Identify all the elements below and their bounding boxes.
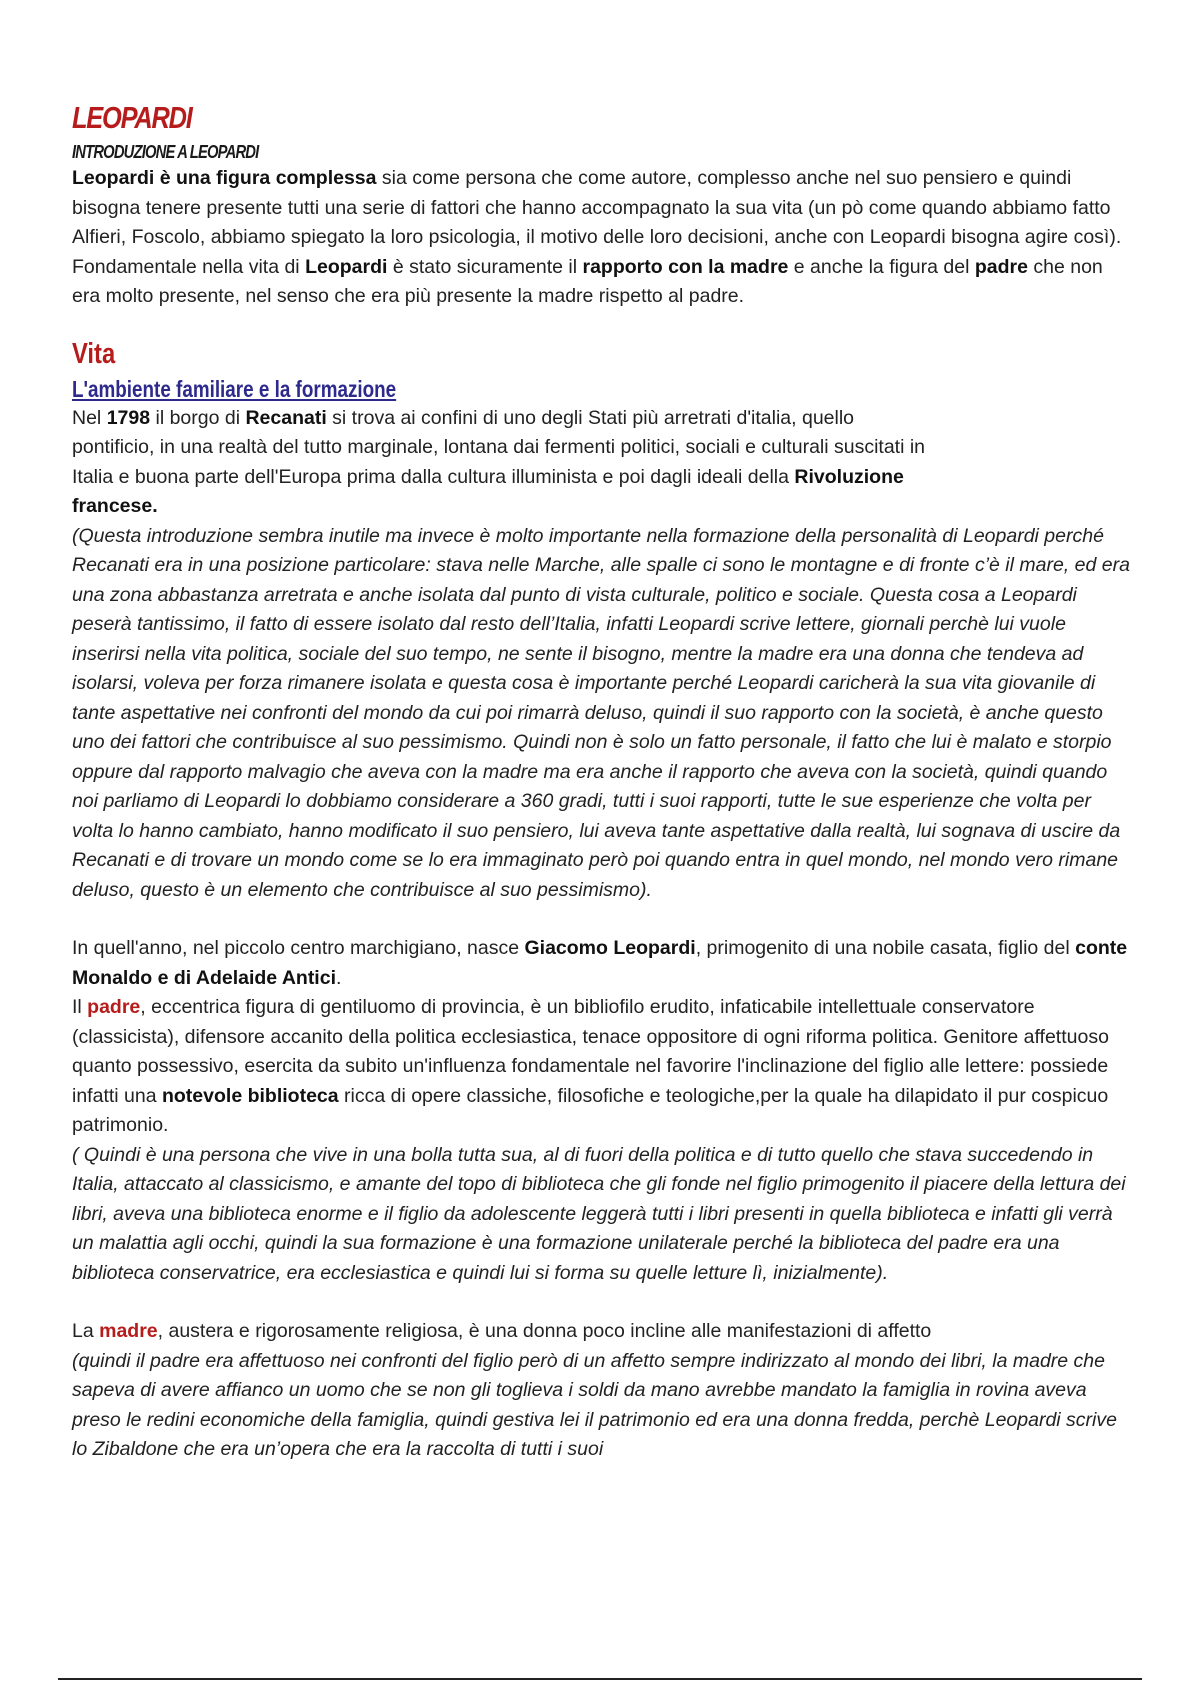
p1-bold-year: 1798 — [106, 406, 151, 429]
intro-bold-3: rapporto con la madre — [582, 255, 789, 278]
note-recanati: (Questa introduzione sembra inutile ma invece è molto importante nella formazione della personalità di Leopardi perché Recanati era in una posizione particolare: stava nelle Marche, alle spalle ci sono le montagne e di fronte c’è il mare, ed era una zona abbastanza arretrata e anche isolata dal punto di vista culturale, politico e sociale. Questa cosa a Leopardi peserà tantissimo, il fatto di essere isolato dal resto dell’Italia, infatti Leopardi scrive lettere, giornali perchè lui vuole inserirsi nella vita politica, sociale del suo tempo, ne sente il bisogno, mentre la madre era una donna che tendeva ad isolarsi, voleva per forza rimanere isolata e questa cosa è importante perché Leopardi caricherà la sua vita giovanile di tante aspettative nei confronti del mondo da cui poi rimarrà deluso, quindi il suo rapporto con la società, è anche questo uno dei fattori che contribuisce al suo pessimismo. Quindi non è solo un fatto personale, il fatto che lui è malato e storpio oppure dal rapporto malvagio che aveva con la madre ma era anche il rapporto che aveva con la società, quindi quando noi parliamo di Leopardi lo dobbiamo considerare a 360 gradi, tutti i suoi rapporti, tutte le sue esperienze che volta per volta lo hanno cambiato, hanno modificato il suo pensiero, lui aveva tante aspettative dalla realtà, lui sognava di uscire da Recanati e di trovare un mondo come se lo era immaginato però poi quando entra in quel mondo, nel mondo vero rimane deluso, questo è un elemento che contribuisce al suo pessimismo). — [72, 524, 1130, 901]
document-subtitle: INTRODUZIONE A LEOPARDI — [72, 142, 259, 162]
note-mother: (quindi il padre era affettuoso nei confronti del figlio però di un affetto sempre indirizzato al mondo dei libri, la madre che sapeva di avere affianco un uomo che se non gli toglieva i soldi da mano avrebbe mandato la famiglia in rovina aveva preso le redini economiche della famiglia, quindi gestiva lei il patrimonio ed era una donna fredda, perchè Leopardi scrive lo Zibaldone che era un’opera che era la raccolta di tutti i suoi — [72, 1349, 1117, 1460]
p2-text-1: In quell'anno, nel piccolo centro marchigiano, nasce — [72, 937, 525, 959]
intro-bold-2: Leopardi — [305, 255, 388, 278]
paragraph-recanati — [72, 404, 932, 522]
p1-text-1: Nel — [72, 406, 107, 429]
p3-text-2: , eccentrica figura di gentiluomo di provincia, è un bibliofilo erudito, infaticabile intellettuale conservatore (classicista), difensore accanito della politica ecclesiastica, tenace oppositore di ogni riforma politica. Genitore affettuoso quanto possessivo, esercita da subito un'influenza fondamentale nel favorire l'inclinazione del figlio alle lettere: possiede infatti una — [72, 996, 1109, 1107]
intro-text-1: sia come persona che come autore, complesso anche nel suo pensiero e quindi bisogna tenere presente tutti una serie di fattori che hanno accompagnato la sua vita (un pò come quando abbiamo fatto Alfieri, Foscolo, abbiamo spiegato la loro psicologia, il motivo delle loro decisioni, anche con Leopardi bisogna agire così). Fondamentale nella vita di — [72, 167, 1122, 278]
p4-red-mother: madre — [99, 1320, 158, 1342]
subsection-heading: L'ambiente familiare e la formazione — [72, 375, 397, 402]
p1-text-3: si trova ai confini di uno degli Stati più arretrati d'italia, quello pontificio, in una realtà del tutto marginale, lontana dai fermenti politici, sociali e culturali suscitati in Italia e buona parte dell'Europa prima dalla cultura illuminista e poi dagli ideali della — [72, 406, 926, 488]
footer-divider — [58, 1678, 1142, 1680]
note-father: ( Quindi è una persona che vive in una bolla tutta sua, al di fuori della politica e di tutto quello che stava succedendo in Italia, attaccato al classicismo, e amante del topo di biblioteca che gli fonde nel figlio primogenito il piacere della lettura dei libri, aveva una biblioteca enorme e il figlio da adolescente leggerà tutti i libri presenti in quella biblioteca e infatti gli verrà un malattia agli occhi, quindi la sua formazione è una formazione unilaterale perché la biblioteca del padre era una biblioteca conservatrice, era ecclesiastica e quindi lui si forma su quelle letture lì, inizialmente). — [72, 1143, 1126, 1284]
paragraph-mother — [72, 1317, 1132, 1347]
p3-text-3: ricca di opere classiche, filosofiche e teologiche,per la quale ha dilapidato il pur cospicuo patrimonio. — [72, 1084, 1109, 1136]
document-title: LEOPARDI — [72, 100, 192, 135]
intro-text-4: che non era molto presente, nel senso che era più presente la madre rispetto al padre. — [72, 255, 1103, 307]
p3-red-father: padre — [87, 996, 141, 1018]
document-page — [72, 100, 1132, 1465]
p1-text-2: il borgo di — [150, 406, 246, 429]
p3-text-1: Il — [72, 996, 88, 1018]
section-heading-vita: Vita — [72, 337, 116, 370]
spacer — [72, 905, 1132, 934]
p4-text-2: , austera e rigorosamente religiosa, è una donna poco incline alle manifestazioni di affetto — [157, 1320, 932, 1342]
p4-text-1: La — [72, 1320, 100, 1342]
intro-bold-4: padre — [974, 255, 1028, 278]
intro-paragraph — [72, 164, 1132, 312]
intro-text-2: è stato sicuramente il — [387, 255, 583, 278]
p2-bold-name: Giacomo Leopardi — [524, 937, 696, 959]
intro-text-3: e anche la figura del — [788, 255, 975, 278]
spacer — [72, 1288, 1132, 1317]
p3-bold-library: notevole biblioteca — [161, 1084, 339, 1107]
paragraph-father — [72, 993, 1132, 1141]
p1-bold-recanati: Recanati — [245, 406, 327, 429]
intro-bold-1: Leopardi è una figura complessa — [72, 167, 377, 189]
p2-text-2: , primogenito di una nobile casata, figlio del — [695, 937, 1076, 959]
paragraph-birth — [72, 934, 1132, 993]
p2-bold-parents: conte Monaldo e di Adelaide Antici — [72, 937, 1128, 989]
p2-text-3: . — [336, 966, 342, 989]
p1-bold-revolution: Rivoluzione francese. — [72, 465, 904, 517]
